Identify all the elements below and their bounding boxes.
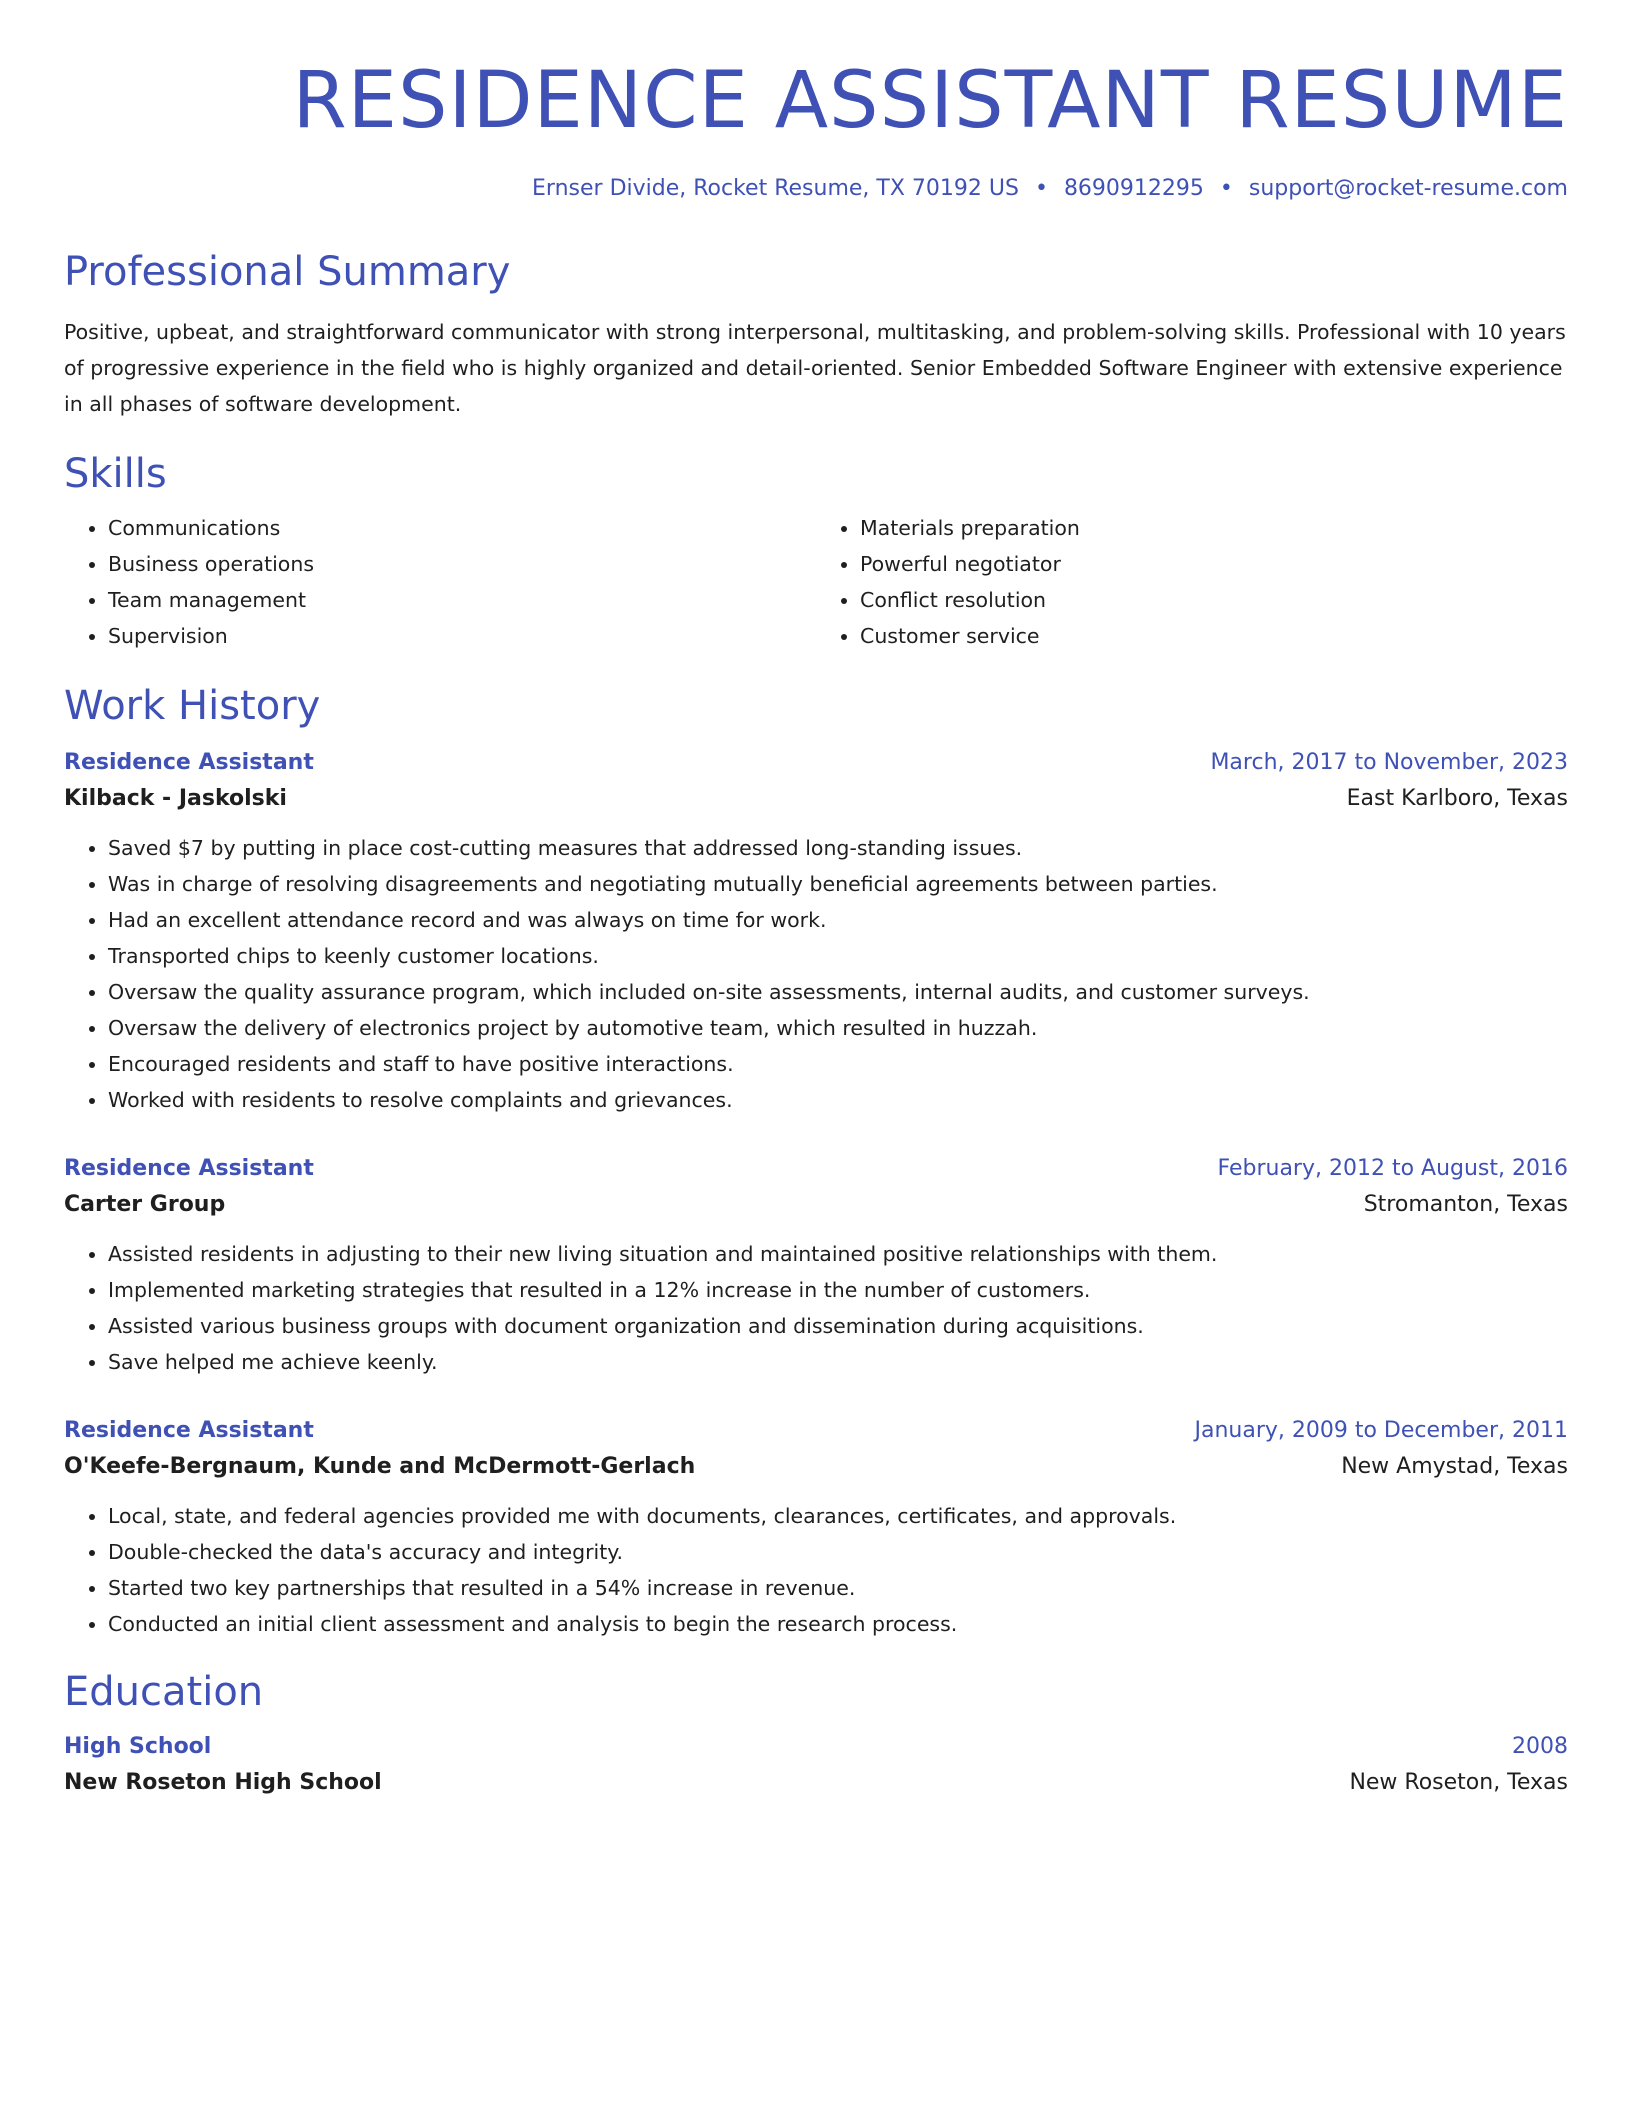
- job-dates: February, 2012 to August, 2016: [1217, 1156, 1568, 1181]
- job-employer-row: [64, 1448, 1568, 1486]
- contact-separator: •: [1219, 176, 1233, 201]
- skills-list: [64, 510, 1568, 654]
- job-location: New Amystad, Texas: [1341, 1454, 1568, 1479]
- job-title: Residence Assistant: [64, 1156, 314, 1181]
- job-duties: [64, 1236, 1568, 1380]
- job-dates: January, 2009 to December, 2011: [1194, 1418, 1568, 1443]
- job-employer: Kilback - Jaskolski: [64, 786, 287, 811]
- contact-email[interactable]: support@rocket-resume.com: [1248, 176, 1568, 201]
- job-duties: [64, 1498, 1568, 1642]
- skill-item: • Communications: [108, 510, 816, 546]
- job-entry: [64, 1152, 1568, 1380]
- job-employer: Carter Group: [64, 1192, 226, 1217]
- job-dates: March, 2017 to November, 2023: [1210, 750, 1568, 775]
- job-title: Residence Assistant: [64, 1418, 314, 1443]
- job-entry: [64, 746, 1568, 1118]
- job-header-row: [64, 1414, 1568, 1448]
- contact-line: [64, 174, 1568, 204]
- job-employer-row: [64, 1186, 1568, 1224]
- job-location: Stromanton, Texas: [1363, 1192, 1568, 1217]
- skill-item: • Business operations: [108, 546, 816, 582]
- skill-item: • Conflict resolution: [860, 582, 1568, 618]
- skill-item: • Team management: [108, 582, 816, 618]
- education-school-row: [64, 1764, 1568, 1802]
- education-entry: [64, 1730, 1568, 1802]
- job-duty: • Encouraged residents and staff to have positive interactions.: [108, 1046, 1568, 1082]
- job-duty: • Transported chips to keenly customer locations.: [108, 938, 1568, 974]
- job-duties: [64, 830, 1568, 1118]
- job-duty: • Local, state, and federal agencies provided me with documents, clearances, certificates, and approvals.: [108, 1498, 1568, 1534]
- job-duty: • Assisted residents in adjusting to their new living situation and maintained positive relationships with them.: [108, 1236, 1568, 1272]
- skill-item: • Materials preparation: [860, 510, 1568, 546]
- skill-item: • Customer service: [860, 618, 1568, 654]
- job-duty: • Started two key partnerships that resulted in a 54% increase in revenue.: [108, 1570, 1568, 1606]
- job-duty: • Worked with residents to resolve complaints and grievances.: [108, 1082, 1568, 1118]
- education-school: New Roseton High School: [64, 1770, 382, 1795]
- contact-address: Ernser Divide, Rocket Resume, TX 70192 US: [532, 176, 1019, 201]
- job-duty: • Save helped me achieve keenly.: [108, 1344, 1568, 1380]
- skill-item: • Powerful negotiator: [860, 546, 1568, 582]
- job-duty: • Conducted an initial client assessment and analysis to begin the research process.: [108, 1606, 1568, 1642]
- job-duty: • Had an excellent attendance record and was always on time for work.: [108, 902, 1568, 938]
- job-entry: [64, 1414, 1568, 1642]
- job-employer-row: [64, 780, 1568, 818]
- job-duty: • Oversaw the delivery of electronics project by automotive team, which resulted in huzzah.: [108, 1010, 1568, 1046]
- job-duty: • Assisted various business groups with document organization and dissemination during acquisitions.: [108, 1308, 1568, 1344]
- job-header-row: [64, 746, 1568, 780]
- job-duty: • Saved $7 by putting in place cost-cutting measures that addressed long-standing issues.: [108, 830, 1568, 866]
- skills-column-left: [64, 510, 816, 654]
- summary-heading: Professional Summary: [64, 249, 511, 295]
- skills-heading: Skills: [64, 451, 167, 497]
- job-duty: • Implemented marketing strategies that resulted in a 12% increase in the number of customers.: [108, 1272, 1568, 1308]
- job-duty: • Oversaw the quality assurance program, which included on-site assessments, internal audits, and customer surveys.: [108, 974, 1568, 1010]
- summary-text: Positive, upbeat, and straightforward communicator with strong interpersonal, multitasking, and problem-solving skills. Professional with 10 years of progressive experience in the field who is highly organized and detail-oriented. Senior Embedded Software Engineer with extensive experience in all phases of software development.: [64, 320, 1566, 416]
- job-duty: • Double-checked the data's accuracy and integrity.: [108, 1534, 1568, 1570]
- job-title: Residence Assistant: [64, 750, 314, 775]
- education-year: 2008: [1512, 1734, 1568, 1759]
- contact-separator: •: [1034, 176, 1048, 201]
- education-header-row: [64, 1730, 1568, 1764]
- skill-item: • Supervision: [108, 618, 816, 654]
- job-employer: O'Keefe-Bergnaum, Kunde and McDermott-Gerlach: [64, 1454, 696, 1479]
- education-heading: Education: [64, 1669, 264, 1715]
- job-location: East Karlboro, Texas: [1346, 786, 1568, 811]
- job-header-row: [64, 1152, 1568, 1186]
- job-duty: • Was in charge of resolving disagreements and negotiating mutually beneficial agreements between parties.: [108, 866, 1568, 902]
- work-history-heading: Work History: [64, 683, 321, 729]
- education-location: New Roseton, Texas: [1349, 1770, 1568, 1795]
- skills-column-right: [816, 510, 1568, 654]
- education-degree: High School: [64, 1734, 212, 1759]
- resume-title: RESIDENCE ASSISTANT RESUME: [292, 56, 1568, 146]
- contact-phone[interactable]: 8690912295: [1063, 176, 1204, 201]
